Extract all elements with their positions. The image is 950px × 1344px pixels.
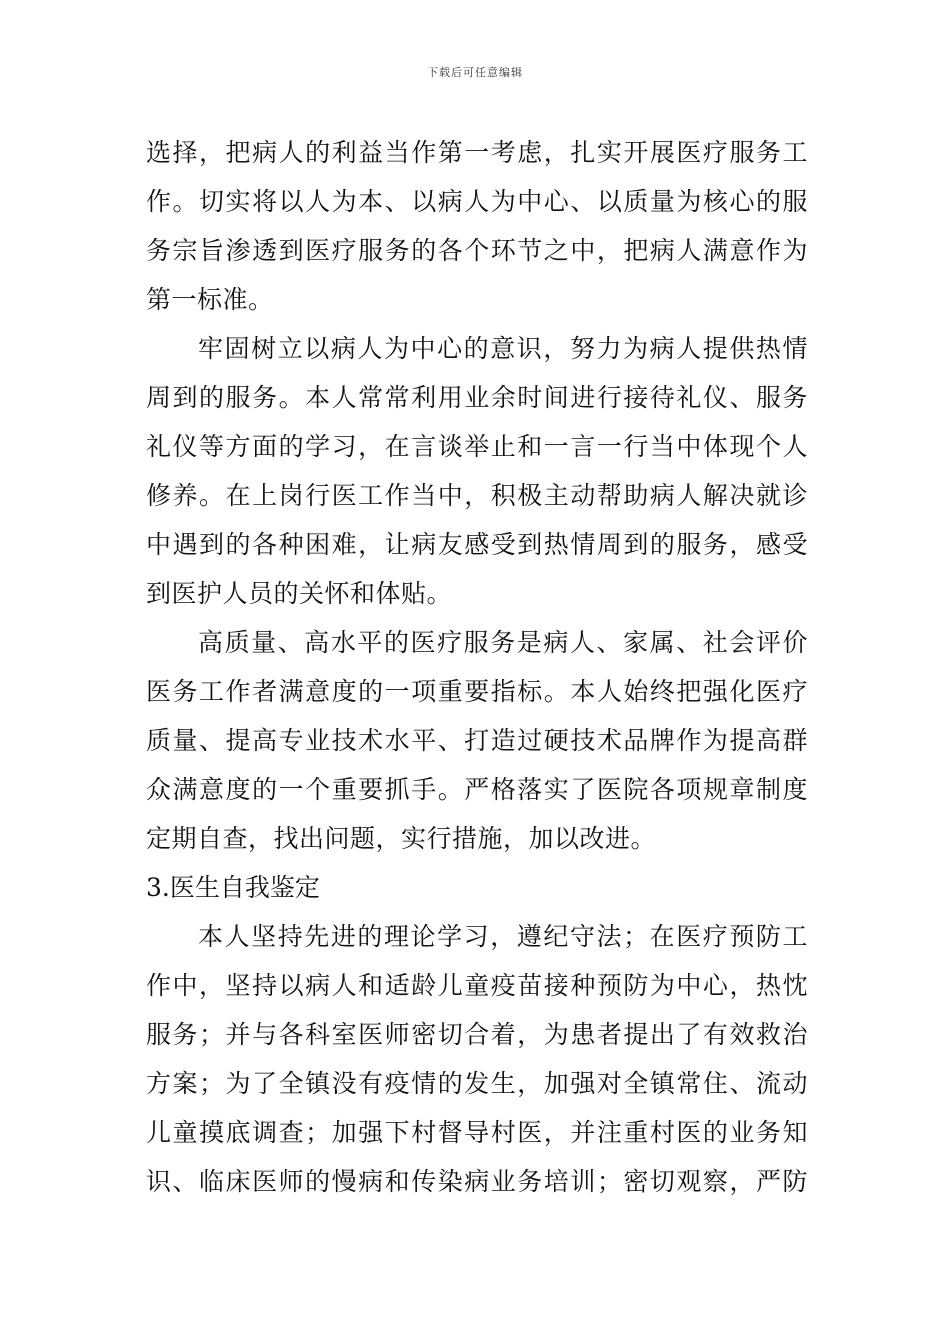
text-line: 识、临床医师的慢病和传染病业务培训；密切观察，严防 xyxy=(146,1167,808,1196)
text-line: 作中，坚持以病人和适龄儿童疫苗接种预防为中心，热忱 xyxy=(146,971,808,1000)
text-line: 质量、提高专业技术水平、打造过硬技术品牌作为提高群 xyxy=(146,726,808,755)
text-line: 众满意度的一个重要抓手。严格落实了医院各项规章制度 xyxy=(146,775,808,804)
document-body xyxy=(146,128,808,1206)
text-line: 修养。在上岗行医工作当中，积极主动帮助病人解决就诊 xyxy=(146,481,808,510)
paragraph-first-line: 牢固树立以病人为中心的意识，努力为病人提供热情 xyxy=(198,334,808,363)
text-line: 定期自查，找出问题，实行措施，加以改进。 xyxy=(146,824,657,853)
page-header: 下载后可任意编辑 xyxy=(427,66,523,79)
text-line: 到医护人员的关怀和体贴。 xyxy=(146,579,453,608)
text-line: 礼仪等方面的学习，在言谈举止和一言一行当中体现个人 xyxy=(146,432,808,461)
text-line: 方案；为了全镇没有疫情的发生，加强对全镇常住、流动 xyxy=(146,1069,808,1098)
paragraph-first-line: 本人坚持先进的理论学习，遵纪守法；在医疗预防工 xyxy=(198,922,808,951)
text-line: 服务；并与各科室医师密切合着，为患者提出了有效救治 xyxy=(146,1020,808,1049)
text-line: 务宗旨渗透到医疗服务的各个环节之中，把病人满意作为 xyxy=(146,236,808,265)
text-line: 医务工作者满意度的一项重要指标。本人始终把强化医疗 xyxy=(146,677,808,706)
text-line: 中遇到的各种困难，让病友感受到热情周到的服务，感受 xyxy=(146,530,808,559)
paragraph-first-line: 高质量、高水平的医疗服务是病人、家属、社会评价 xyxy=(198,628,808,657)
text-line: 儿童摸底调查；加强下村督导村医，并注重村医的业务知 xyxy=(146,1118,808,1147)
section-heading: 3.医生自我鉴定 xyxy=(146,873,320,902)
text-line: 作。切实将以人为本、以病人为中心、以质量为核心的服 xyxy=(146,187,808,216)
text-line: 周到的服务。本人常常利用业余时间进行接待礼仪、服务 xyxy=(146,383,808,412)
text-line: 选择，把病人的利益当作第一考虑，扎实开展医疗服务工 xyxy=(146,138,808,167)
text-line: 第一标准。 xyxy=(146,285,274,314)
